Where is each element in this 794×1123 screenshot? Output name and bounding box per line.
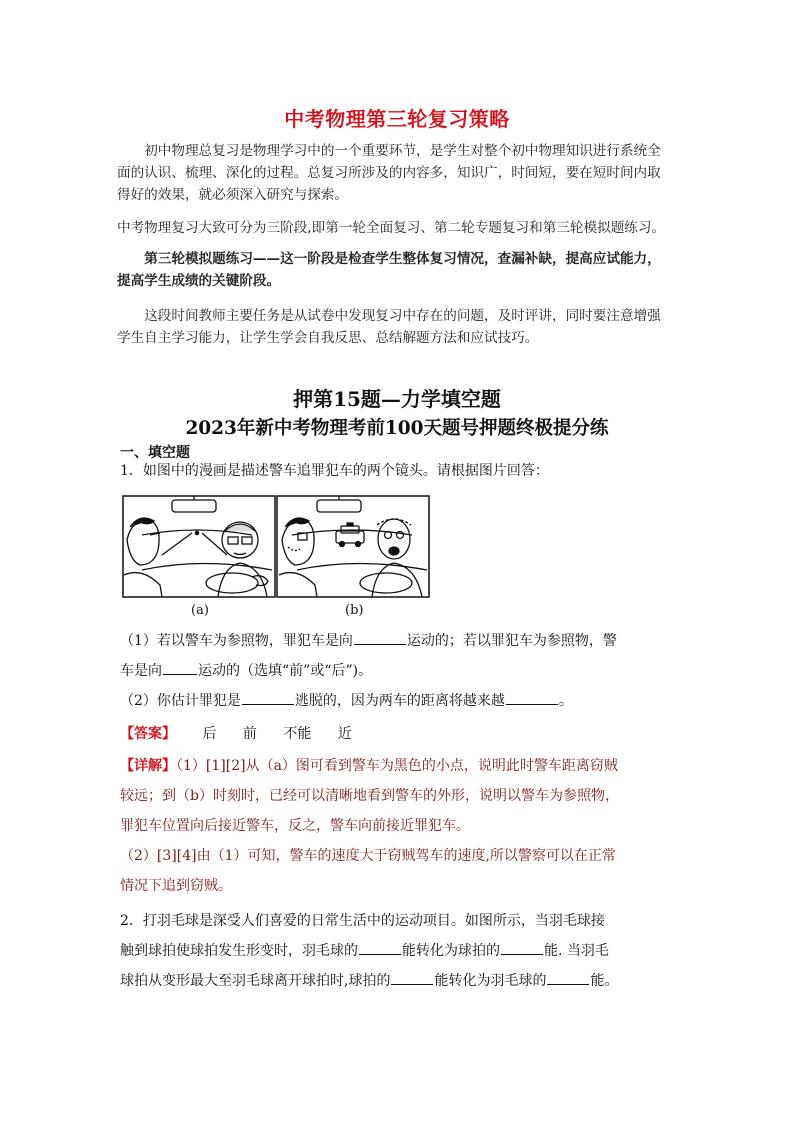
answer-value: 后 [202, 726, 217, 742]
answer-value: 近 [337, 726, 352, 742]
blank-8[interactable] [547, 967, 589, 985]
intro-paragraph-3 [117, 248, 679, 292]
intro-line: 得好的效果，就必须深入研究与探索。 [117, 187, 349, 203]
intro-line: 学生自主学习能力，让学生学会自我反思、总结解题方法和应试技巧。 [117, 330, 539, 346]
answer-value: 前 [242, 726, 257, 742]
section-heading: 一、填空题 [120, 445, 190, 461]
blank-1[interactable] [354, 627, 406, 645]
detail-line: （2）[3][4]由（1）可知，警车的速度大于窃贼驾车的速度,所以警察可以在正常 [120, 848, 616, 864]
intro-line: 提高学生成绩的关键阶段。 [117, 273, 281, 289]
detail-line: 情况下追到窃贼。 [120, 878, 232, 894]
q2-line: 2．打羽毛球是深受人们喜爱的日常生活中的运动项目。如图所示，当羽毛球接 [120, 913, 605, 929]
detail-line: 较远；到（b）时刻时，已经可以清晰地看到警车的外形，说明以警车为参照物， [120, 788, 619, 804]
q2-text: 能。 [590, 973, 619, 989]
intro-paragraph-2: 中考物理复习大致可分为三阶段,即第一轮全面复习、第二轮专题复习和第三轮模拟题练习。 [117, 220, 666, 236]
caption-b: (b) [345, 603, 364, 618]
detail-label: 【详解】 [120, 758, 176, 774]
blank-5[interactable] [359, 937, 401, 955]
comic-illustration [122, 495, 430, 598]
q2-text: 触到球拍使球拍发生形变时，羽毛球的 [120, 943, 358, 959]
q2-text: 能转化为羽毛球的 [434, 973, 547, 989]
question-2 [120, 906, 682, 996]
blank-2[interactable] [163, 657, 197, 675]
intro-paragraph-4 [117, 305, 679, 349]
question-1-part-2 [120, 686, 682, 716]
q2-text: 能. 当羽毛 [544, 943, 609, 959]
q1-part2-text: 。 [558, 693, 573, 709]
strategy-title: 中考物理第三轮复习策略 [284, 107, 510, 131]
intro-line: 这段时间教师主要任务是从试卷中发现复习中存在的问题，及时评讲，同时要注意增强 [144, 308, 661, 324]
blank-3[interactable] [242, 687, 294, 705]
intro-line: 初中物理总复习是物理学习中的一个重要环节，是学生对整个初中物理知识进行系统全 [144, 143, 661, 159]
blank-6[interactable] [501, 937, 543, 955]
intro-line: 面的认识、梳理、深化的过程。总复习所涉及的内容多，知识广，时间短，要在短时间内取 [117, 165, 661, 181]
q1-part2-text: 逃脱的，因为两车的距离将越来越 [294, 693, 505, 709]
question-1-part-1 [120, 626, 682, 686]
caption-a: (a) [191, 603, 209, 618]
blank-4[interactable] [506, 687, 558, 705]
detail-line: 罪犯车位置向后接近警车，反之，警车向前接近罪犯车。 [120, 818, 470, 834]
exam-title: 押第15题—力学填空题 [293, 387, 501, 411]
detail-line: （1）[1][2]从（a）图可看到警车为黑色的小点，说明此时警车距离窃贼 [176, 758, 618, 774]
exam-subtitle: 2023年新中考物理考前100天题号押题终极提分练 [185, 418, 609, 439]
intro-paragraph-1 [117, 140, 679, 206]
comic-panel-b [277, 496, 429, 597]
intro-line: 第三轮模拟题练习——这一阶段是检查学生整体复习情况，查漏补缺，提高应试能力， [144, 251, 661, 267]
q1-part1-text: 车是向 [120, 663, 162, 679]
question-1-detail [120, 751, 682, 901]
q1-part2-text: （2）你估计罪犯是 [120, 693, 241, 709]
question-1-stem: 1．如图中的漫画是描述警车追罪犯车的两个镜头。请根据图片回答： [120, 463, 549, 479]
q1-part1-text: 运动的（选填“前”或“后”)。 [198, 663, 373, 679]
q1-part1-text: （1）若以警车为参照物，罪犯车是向 [120, 633, 353, 649]
q2-text: 球拍从变形最大至羽毛球离开球拍时,球拍的 [120, 973, 391, 989]
question-1-answer [120, 719, 682, 749]
answer-label: 【答案】 [120, 726, 176, 742]
q2-text: 能转化为球拍的 [402, 943, 500, 959]
blank-7[interactable] [391, 967, 433, 985]
q1-part1-text: 运动的；若以罪犯车为参照物，警 [406, 633, 617, 649]
answer-value: 不能 [283, 726, 312, 742]
comic-panel-a [123, 496, 275, 597]
